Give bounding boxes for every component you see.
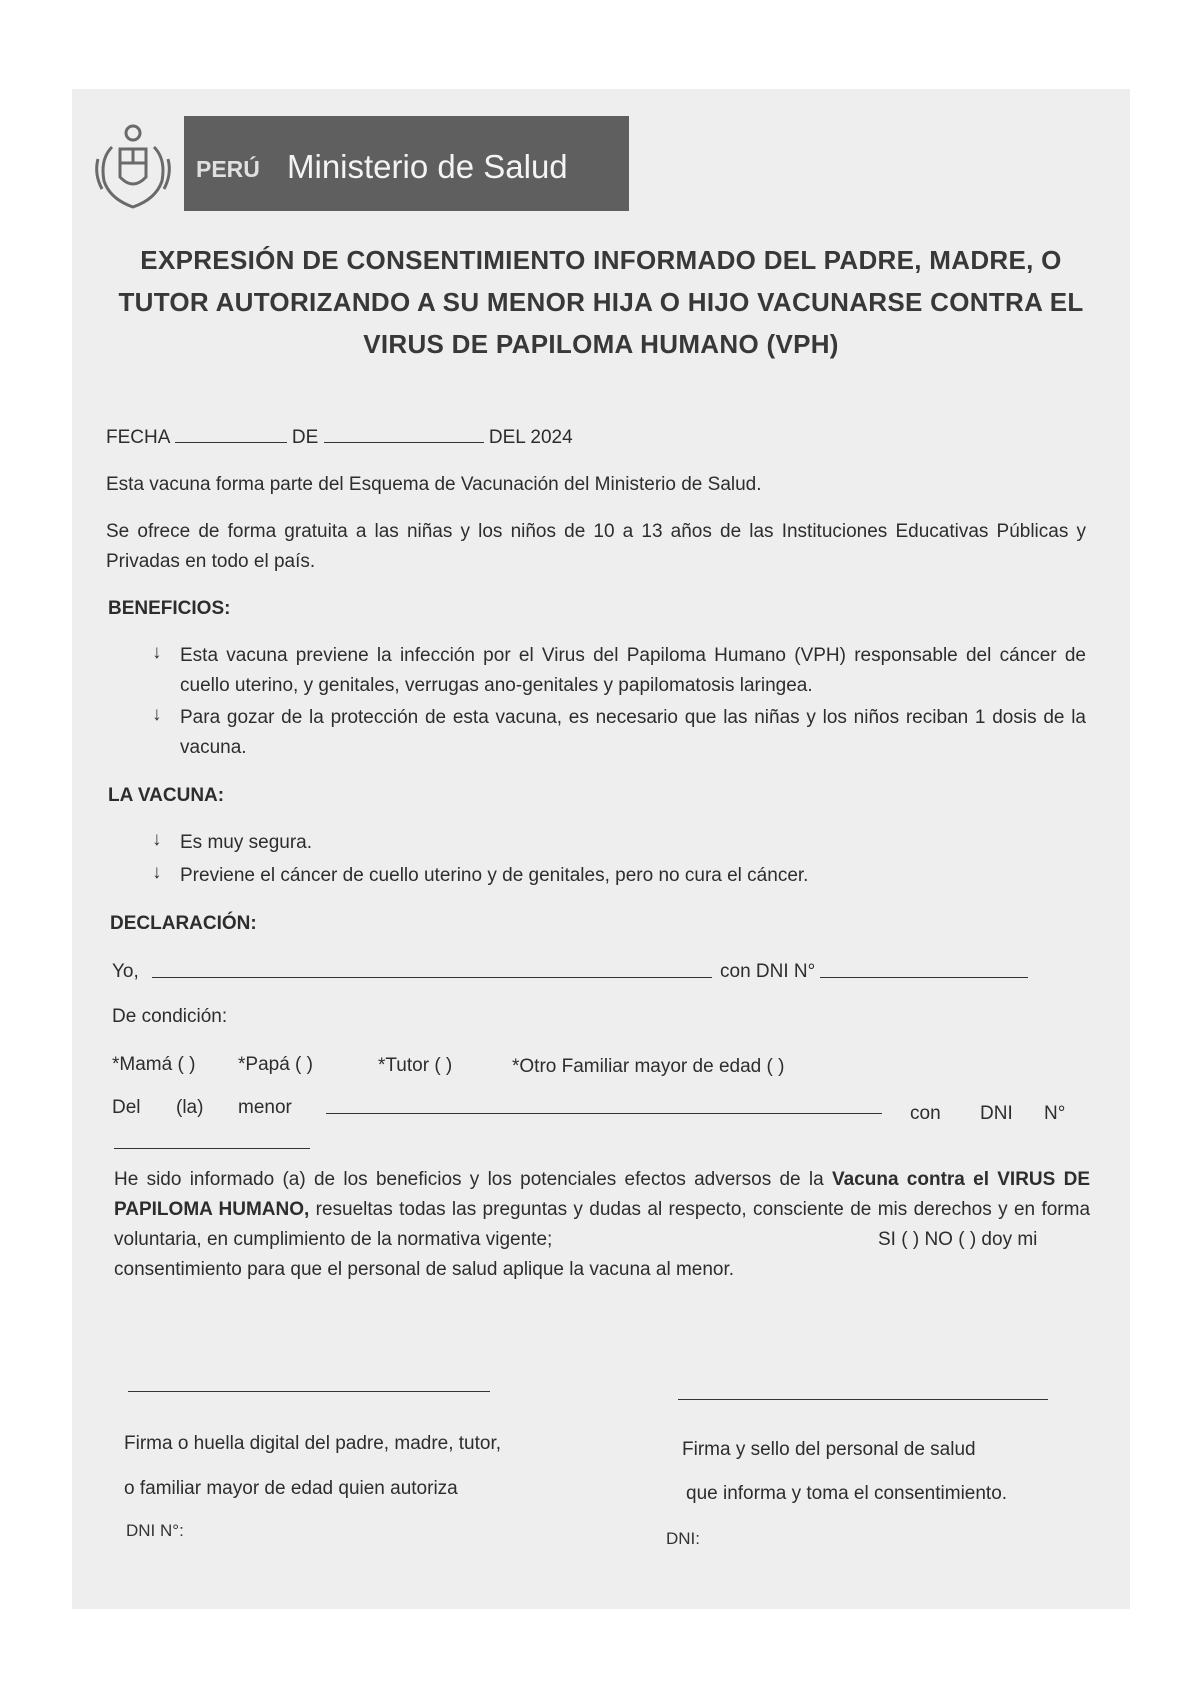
minor-name-blank[interactable]: [326, 1095, 882, 1114]
intro-paragraph-2: Se ofrece de forma gratuita a las niñas y los niños de 10 a 13 años de las Instituciones Educativas Públicas y Privadas en todo el país.: [106, 521, 1086, 572]
menor-del: Del: [112, 1097, 141, 1118]
option-papa[interactable]: *Papá ( ): [238, 1054, 313, 1075]
left-dni-label: DNI N°:: [126, 1521, 184, 1540]
left-signature-caption-1: Firma o huella digital del padre, madre, tutor,: [124, 1433, 502, 1454]
beneficio-item-2: Para gozar de la protección de esta vacuna, es necesario que las niñas y los niños reciban 1 dosis de la vacuna.: [180, 707, 1086, 758]
consent-part-1: He sido informado (a) de los beneficios y los potenciales efectos adversos de la: [114, 1169, 832, 1190]
beneficios-heading: BENEFICIOS:: [108, 598, 231, 619]
vacuna-heading: LA VACUNA:: [108, 785, 225, 806]
title-line-1: EXPRESIÓN DE CONSENTIMIENTO INFORMADO DEL PADRE, MADRE, O: [140, 245, 1062, 275]
declaracion-heading: DECLARACIÓN:: [110, 913, 257, 934]
arrow-bullet-icon: ↓: [152, 642, 162, 663]
parent-dni-blank[interactable]: [820, 959, 1028, 978]
yo-label: Yo,: [112, 961, 139, 982]
parent-dni-label: con DNI N°: [720, 961, 816, 982]
month-blank[interactable]: [324, 424, 484, 443]
parent-signature-line[interactable]: [128, 1391, 490, 1392]
vacuna-item-1: Es muy segura.: [180, 832, 312, 853]
fecha-label: FECHA: [106, 427, 170, 448]
vacuna-item-2: Previene el cáncer de cuello uterino y de genitales, pero no cura el cáncer.: [180, 865, 809, 886]
year-label: DEL 2024: [488, 427, 573, 448]
document-title: [92, 239, 1110, 365]
de-label: DE: [291, 427, 319, 448]
country-label: PERÚ: [196, 156, 260, 182]
consent-form-page: [72, 89, 1130, 1609]
right-signature-caption-2: que informa y toma el consentimiento.: [686, 1483, 1008, 1504]
menor-la: (la): [176, 1097, 204, 1118]
condicion-label: De condición:: [112, 1006, 228, 1027]
ministry-header-band: [184, 116, 629, 211]
parent-name-blank[interactable]: [152, 959, 712, 978]
arrow-bullet-icon: ↓: [152, 829, 162, 850]
right-signature-caption-1: Firma y sello del personal de salud: [682, 1439, 976, 1460]
left-signature-caption-2: o familiar mayor de edad quien autoriza: [124, 1478, 458, 1499]
menor-con: con: [910, 1103, 941, 1124]
option-tutor[interactable]: *Tutor ( ): [378, 1055, 453, 1076]
ministry-name: Ministerio de Salud: [287, 148, 568, 185]
option-mama[interactable]: *Mamá ( ): [112, 1054, 196, 1075]
consent-part-2: resueltas todas las preguntas y dudas al respecto, consciente de mis derechos y en forma voluntaria, en cumplimiento de la normativa vigente;: [114, 1199, 1091, 1250]
title-line-2: TUTOR AUTORIZANDO A SU MENOR HIJA O HIJO VACUNARSE CONTRA EL: [118, 287, 1084, 317]
menor-label: menor: [238, 1097, 292, 1118]
minor-dni-blank[interactable]: [114, 1130, 310, 1149]
arrow-bullet-icon: ↓: [152, 704, 162, 725]
date-line: [106, 423, 573, 453]
menor-dni: DNI: [980, 1103, 1013, 1124]
option-otro-familiar[interactable]: *Otro Familiar mayor de edad ( ): [512, 1056, 785, 1077]
si-no-options[interactable]: SI ( ) NO ( ) doy mi: [878, 1229, 1038, 1250]
day-blank[interactable]: [175, 424, 287, 443]
arrow-bullet-icon: ↓: [152, 862, 162, 883]
peru-coat-of-arms-icon: [92, 119, 174, 213]
intro-paragraph-1: Esta vacuna forma parte del Esquema de Vacunación del Ministerio de Salud.: [106, 474, 762, 495]
right-dni-label: DNI:: [666, 1529, 700, 1548]
consent-bold: Vacuna contra el VIRUS DE PAPILOMA HUMANO,: [114, 1169, 1091, 1220]
consent-part-3: consentimiento para que el personal de salud aplique la vacuna al menor.: [114, 1259, 735, 1280]
staff-signature-line[interactable]: [678, 1399, 1048, 1400]
beneficio-item-1: Esta vacuna previene la infección por el Virus del Papiloma Humano (VPH) responsable del cáncer de cuello uterino, y genitales, verrugas ano-genitales y papilomatosis laringea.: [180, 645, 1086, 696]
menor-no: N°: [1044, 1103, 1066, 1124]
title-line-3: VIRUS DE PAPILOMA HUMANO (VPH): [363, 329, 839, 359]
